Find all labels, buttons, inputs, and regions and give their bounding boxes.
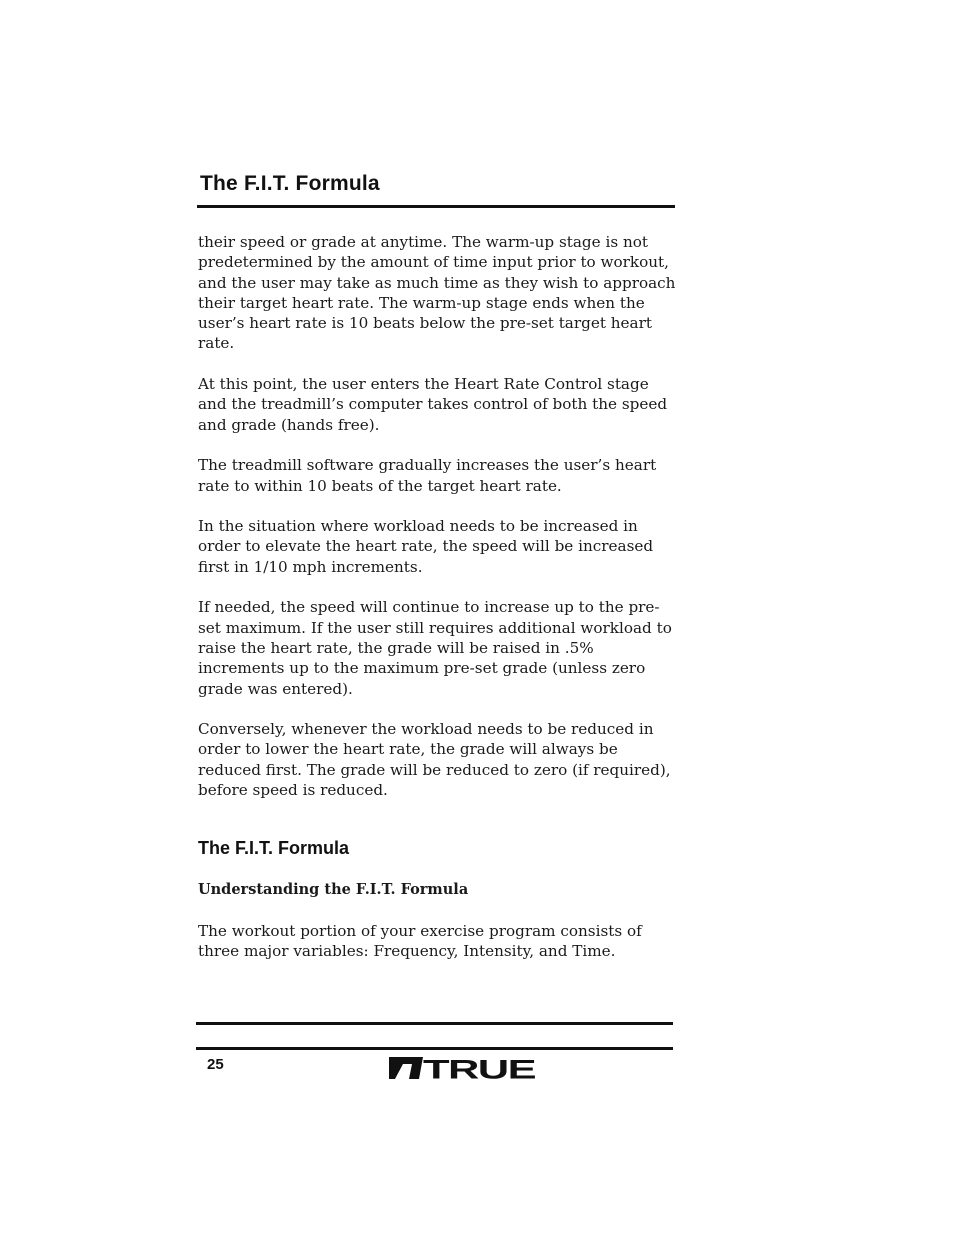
true-fitness-logo-icon: [389, 1056, 537, 1080]
paragraph-grade-increase: If needed, the speed will continue to increase up to the pre-set maximum. If the user still requires additional workload to raise the heart rate, the grade will be raised in .5% increments up to the maximum pre-set grade (unless zero grade was entered).: [198, 598, 672, 698]
footer-divider-top: [196, 1022, 673, 1025]
paragraph-software-increase: The treadmill software gradually increases the user’s heart rate to within 10 beats of the target heart rate.: [198, 456, 657, 495]
paragraph-workload-increase: In the situation where workload needs to be increased in order to elevate the heart rate, the speed will be increased first in 1/10 mph increments.: [198, 517, 654, 576]
section-subheading: Understanding the F.I.T. Formula: [198, 881, 469, 898]
body-text: [198, 232, 678, 821]
paragraph-warm-up: their speed or grade at anytime. The warm-up stage is not predetermined by the amount of time input prior to workout, and the user may take as much time as they wish to approach their target heart rate. The warm-up stage ends when the user’s heart rate is 10 beats below the pre-set target heart rate.: [198, 233, 676, 353]
header-divider: [197, 205, 675, 208]
section-heading: The F.I.T. Formula: [198, 838, 350, 858]
footer-divider-bottom: [196, 1047, 673, 1050]
paragraph-heart-rate-control: At this point, the user enters the Heart Rate Control stage and the treadmill’s computer takes control of both the speed and grade (hands free).: [198, 375, 668, 434]
page-title: The F.I.T. Formula: [200, 172, 380, 195]
paragraph-workout-variables: The workout portion of your exercise program consists of three major variables: Frequency, Intensity, and Time.: [198, 922, 642, 961]
brand-wordmark: TRUE: [423, 1056, 535, 1080]
page-number: 25: [207, 1056, 224, 1073]
paragraph-workload-reduce: Conversely, whenever the workload needs to be reduced in order to lower the heart rate, the grade will always be reduced first. The grade will be reduced to zero (if required), before speed is reduced.: [198, 720, 671, 800]
